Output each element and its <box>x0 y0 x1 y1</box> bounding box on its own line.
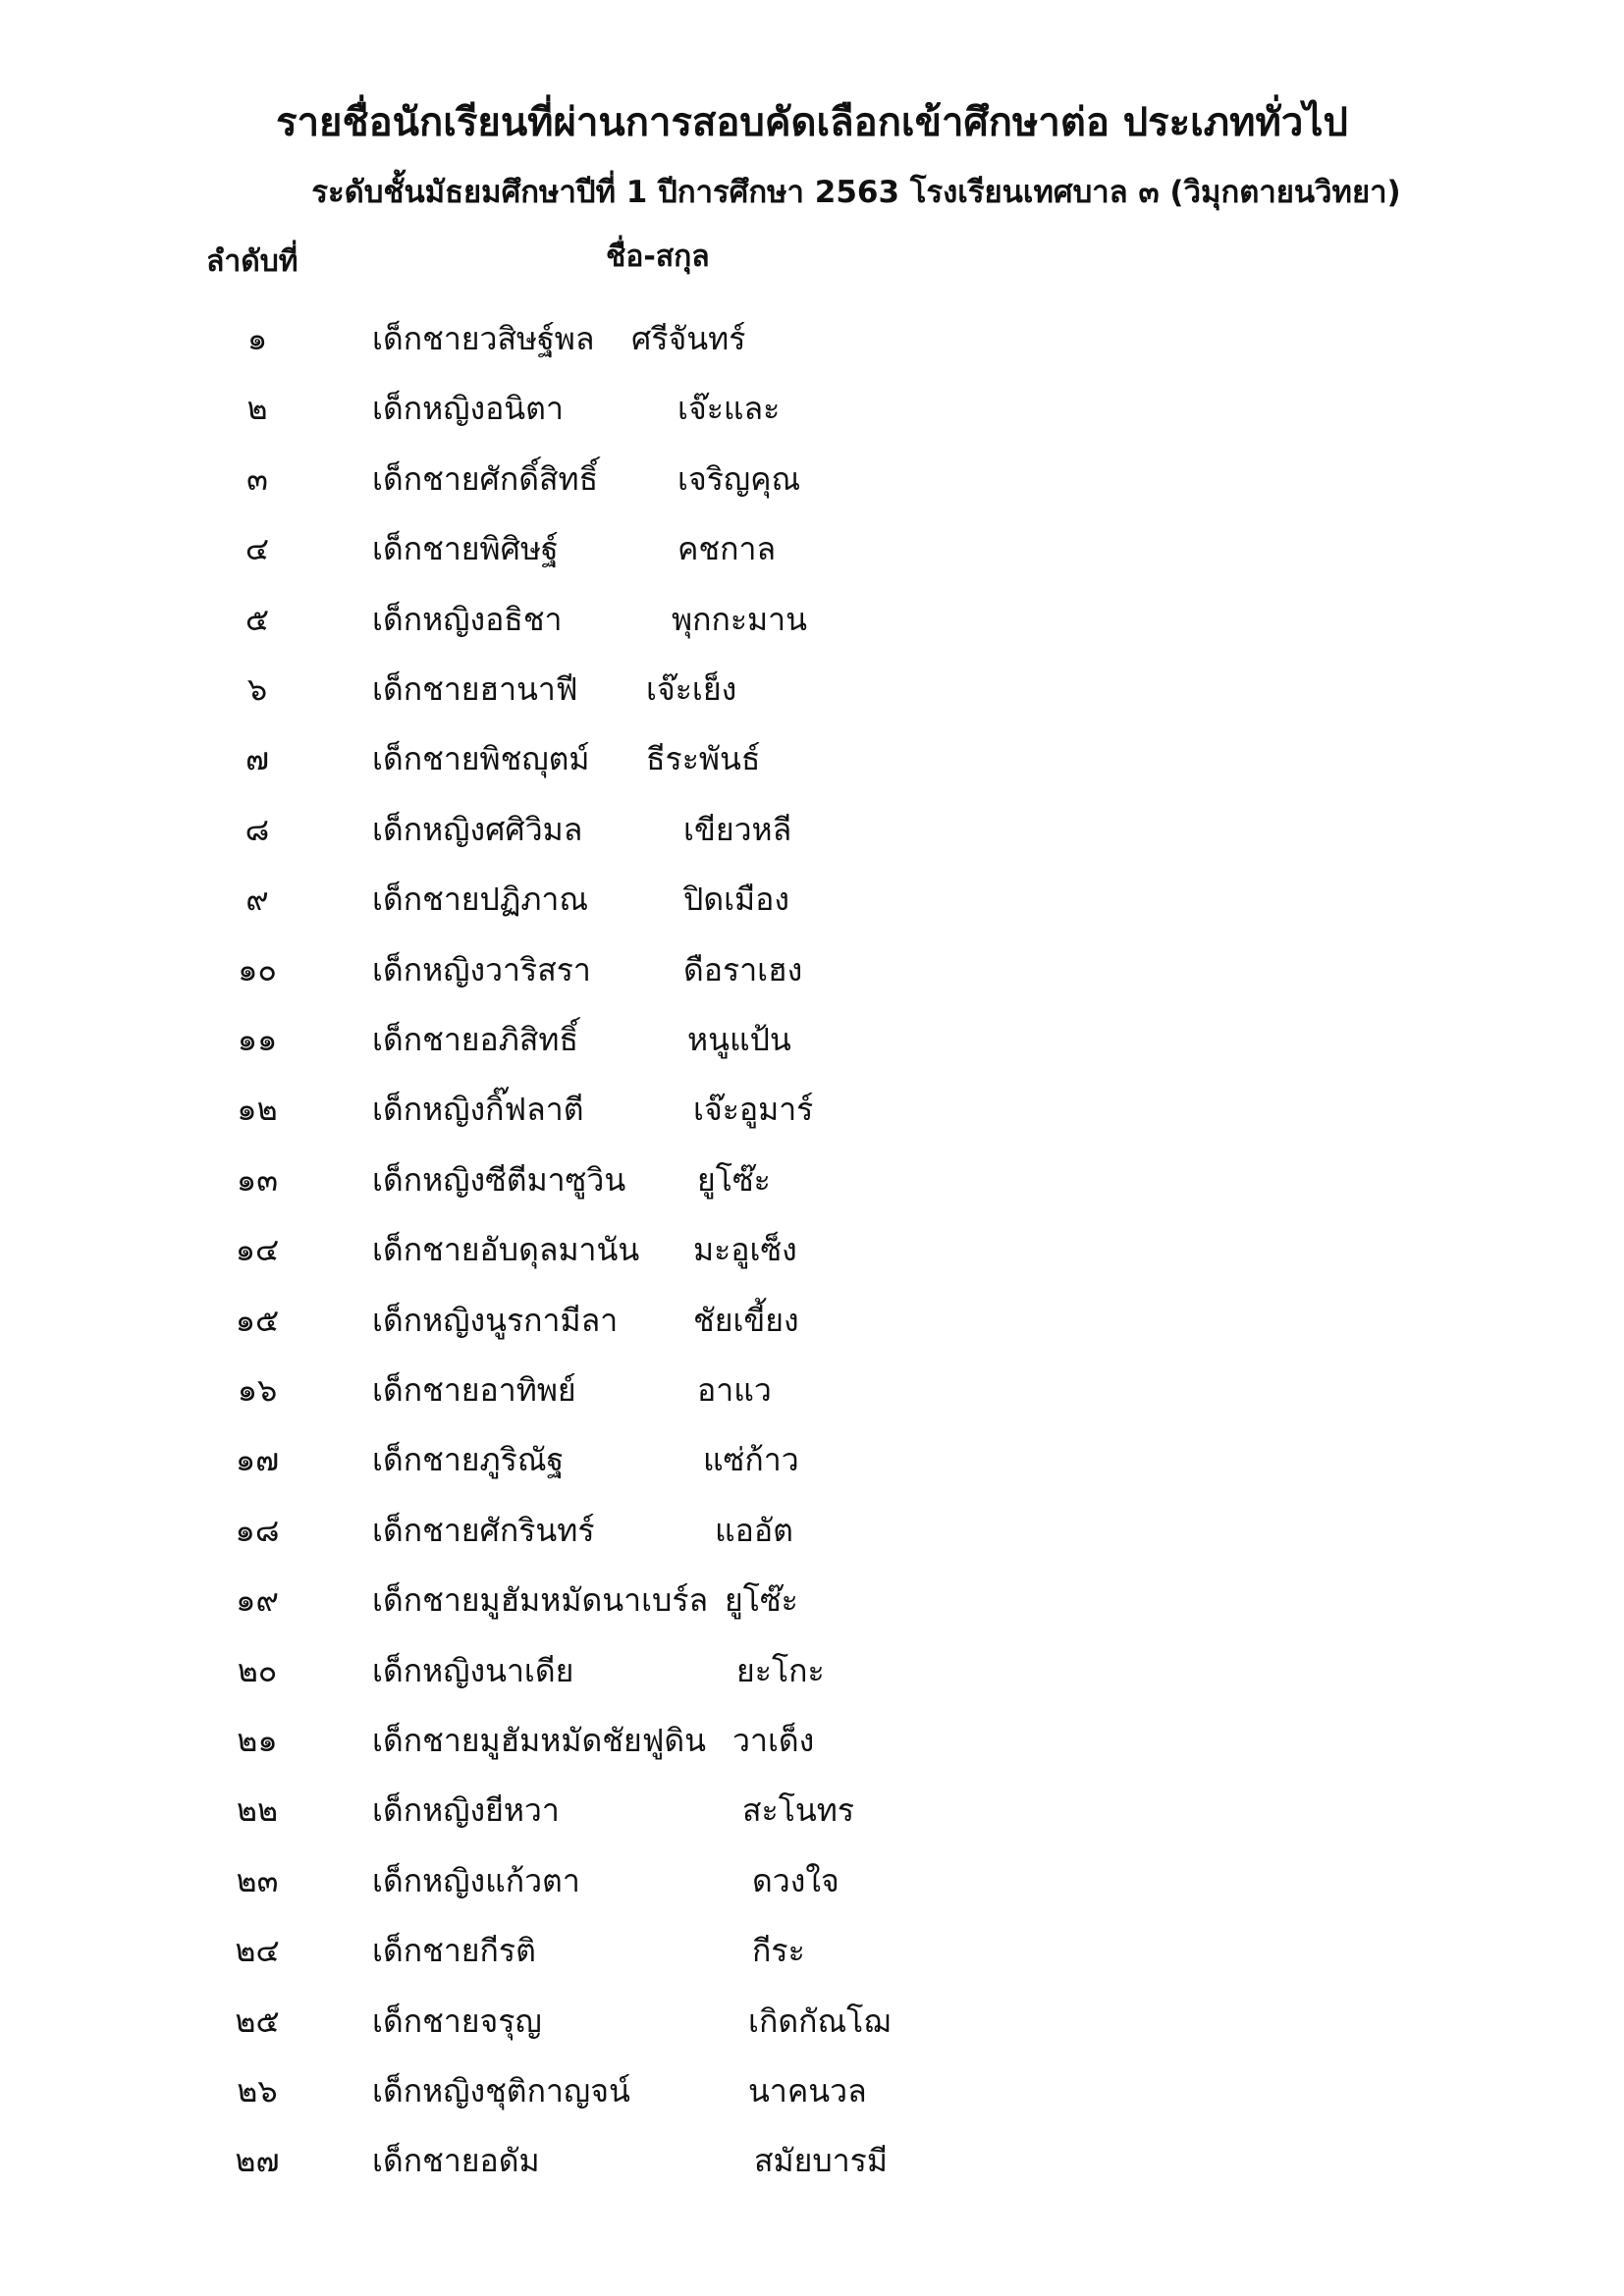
document-title: รายชื่อนักเรียนที่ผ่านการสอบคัดเลือกเข้าศึกษาต่อ ประเภททั่วไป <box>276 100 1348 145</box>
row-number: ๑๑ <box>237 1021 278 1058</box>
row-first-name: เด็กชายอภิสิทธิ์ <box>372 1021 578 1058</box>
row-number: ๑๐ <box>238 950 277 988</box>
row-number: ๑๘ <box>235 1511 280 1549</box>
row-first-name: เด็กหญิงอนิตา <box>372 390 564 428</box>
row-number: ๒๕ <box>235 2002 280 2040</box>
row-number: ๙ <box>245 881 269 919</box>
row-first-name: เด็กหญิงอธิชา <box>372 600 563 638</box>
row-first-name: เด็กชายอดัม <box>372 2142 540 2180</box>
row-first-name: เด็กชายมูฮัมหมัดชัยฟูดิน <box>372 1722 706 1759</box>
row-number: ๒๑ <box>237 1722 278 1759</box>
row-number: ๘ <box>244 810 270 848</box>
row-first-name: เด็กหญิงนาเดีย <box>372 1651 574 1689</box>
column-header-name: ชื่อ-สกุล <box>606 240 710 274</box>
table-row <box>0 945 1624 1004</box>
table-row <box>0 2066 1624 2125</box>
row-number: ๒๓ <box>236 1861 279 1899</box>
table-row <box>0 1296 1624 1355</box>
table-row <box>0 2136 1624 2195</box>
table-row <box>0 314 1624 373</box>
row-number: ๔ <box>244 530 270 568</box>
row-last-name: ดวงใจ <box>752 1861 839 1899</box>
row-first-name: เด็กชายภูริณัฐ <box>372 1441 565 1479</box>
row-last-name: เจ๊ะเย็ง <box>646 670 737 708</box>
row-first-name: เด็กหญิงกิ๊ฟลาตี <box>372 1091 584 1129</box>
table-row <box>0 1997 1624 2056</box>
row-first-name: เด็กหญิงวาริสรา <box>372 950 591 988</box>
table-row <box>0 1365 1624 1424</box>
table-row <box>0 1435 1624 1494</box>
row-number: ๗ <box>244 740 270 778</box>
row-first-name: เด็กหญิงนูรกามีลา <box>372 1301 619 1339</box>
row-first-name: เด็กชายพิชญุตม์ <box>372 740 590 778</box>
row-last-name: ชัยเขี้ยง <box>693 1301 799 1339</box>
row-number: ๑๖ <box>237 1371 278 1409</box>
row-last-name: ดือราเฮง <box>683 950 803 988</box>
table-row <box>0 1646 1624 1705</box>
row-last-name: พุกกะมาน <box>672 600 807 638</box>
row-number: ๑๔ <box>235 1231 280 1269</box>
row-number: ๒๒ <box>236 1791 279 1830</box>
row-last-name: ยูโซ๊ะ <box>697 1160 771 1199</box>
row-first-name: เด็กชายวสิษฐ์พล <box>372 320 595 357</box>
row-first-name: เด็กหญิงซีตีมาซูวิน <box>372 1160 626 1199</box>
row-number: ๒๔ <box>235 1932 280 1970</box>
row-first-name: เด็กชายจรุญ <box>372 2002 542 2040</box>
row-last-name: อาแว <box>697 1371 772 1409</box>
row-last-name: ปิดเมือง <box>683 881 789 919</box>
table-row <box>0 875 1624 934</box>
table-row <box>0 734 1624 793</box>
row-number: ๑๕ <box>235 1301 280 1339</box>
row-first-name: เด็กชายฮานาฟี <box>372 670 578 708</box>
row-first-name: เด็กชายมูฮัมหมัดนาเบร์ล <box>372 1581 709 1620</box>
row-last-name: เจ๊ะอูมาร์ <box>693 1091 814 1129</box>
row-last-name: เจ๊ะและ <box>677 390 781 428</box>
column-header-order: ลำดับที่ <box>206 244 298 279</box>
table-row <box>0 1085 1624 1144</box>
table-row <box>0 665 1624 723</box>
row-first-name: เด็กชายศักดิ์สิทธิ์ <box>372 459 599 498</box>
row-last-name: แซ่ก้าว <box>703 1441 799 1479</box>
row-first-name: เด็กหญิงชุติกาญจน์ <box>372 2072 630 2109</box>
table-row <box>0 454 1624 513</box>
row-number: ๒ <box>246 390 268 428</box>
table-row <box>0 1575 1624 1634</box>
row-last-name: มะอูเซ็ง <box>693 1231 797 1269</box>
row-last-name: ยะโกะ <box>736 1651 825 1689</box>
row-last-name: ศรีจันทร์ <box>631 320 746 357</box>
row-last-name: ธีระพันธ์ <box>646 740 761 778</box>
row-first-name: เด็กหญิงยีหวา <box>372 1791 560 1830</box>
row-last-name: เจริญคุณ <box>677 459 801 498</box>
document-subtitle: ระดับชั้นมัธยมศึกษาปีที่ 1 ปีการศึกษา 2563 โรงเรียนเทศบาล ๓ (วิมุกตายนวิทยา) <box>311 175 1401 210</box>
row-last-name: เขียวหลี <box>683 810 792 848</box>
row-first-name: เด็กหญิงศศิวิมล <box>372 810 583 848</box>
row-number: ๒๗ <box>235 2142 280 2180</box>
row-first-name: เด็กชายอาทิพย์ <box>372 1371 576 1409</box>
table-row <box>0 1155 1624 1214</box>
row-number: ๓ <box>246 459 268 498</box>
table-row <box>0 1856 1624 1915</box>
row-last-name: แออัต <box>715 1511 793 1549</box>
row-first-name: เด็กชายพิศิษฐ์ <box>372 530 559 568</box>
row-number: ๒๐ <box>237 1651 278 1689</box>
row-first-name: เด็กชายอับดุลมานัน <box>372 1231 640 1269</box>
table-row <box>0 1015 1624 1074</box>
table-row <box>0 1926 1624 1985</box>
table-row <box>0 805 1624 864</box>
row-number: ๕ <box>244 600 270 638</box>
row-last-name: หนูแป้น <box>687 1021 791 1058</box>
row-last-name: วาเด็ง <box>732 1722 815 1759</box>
row-last-name: เกิดกัณโฌ <box>748 2002 891 2040</box>
table-row <box>0 1716 1624 1775</box>
row-last-name: สะโนทร <box>742 1791 855 1830</box>
row-last-name: สมัยบารมี <box>754 2142 888 2180</box>
row-number: ๑๗ <box>235 1441 280 1479</box>
row-number: ๖ <box>246 670 268 708</box>
row-number: ๑๙ <box>236 1581 279 1620</box>
row-last-name: ยูโซ๊ะ <box>725 1581 798 1620</box>
row-last-name: คชกาล <box>677 530 777 568</box>
table-row <box>0 384 1624 443</box>
row-last-name: นาคนวล <box>748 2072 867 2109</box>
row-number: ๑ <box>246 320 268 357</box>
table-row <box>0 1225 1624 1284</box>
row-first-name: เด็กชายกีรติ <box>372 1932 536 1970</box>
row-first-name: เด็กหญิงแก้วตา <box>372 1861 580 1899</box>
row-number: ๑๓ <box>236 1160 279 1199</box>
row-first-name: เด็กชายปฏิภาณ <box>372 881 589 919</box>
table-row <box>0 595 1624 654</box>
table-row <box>0 524 1624 583</box>
row-number: ๑๒ <box>237 1091 278 1129</box>
row-last-name: กีระ <box>752 1932 805 1970</box>
table-row <box>0 1506 1624 1565</box>
row-first-name: เด็กชายศักรินทร์ <box>372 1511 595 1549</box>
table-row <box>0 1786 1624 1844</box>
row-number: ๒๖ <box>237 2072 278 2109</box>
